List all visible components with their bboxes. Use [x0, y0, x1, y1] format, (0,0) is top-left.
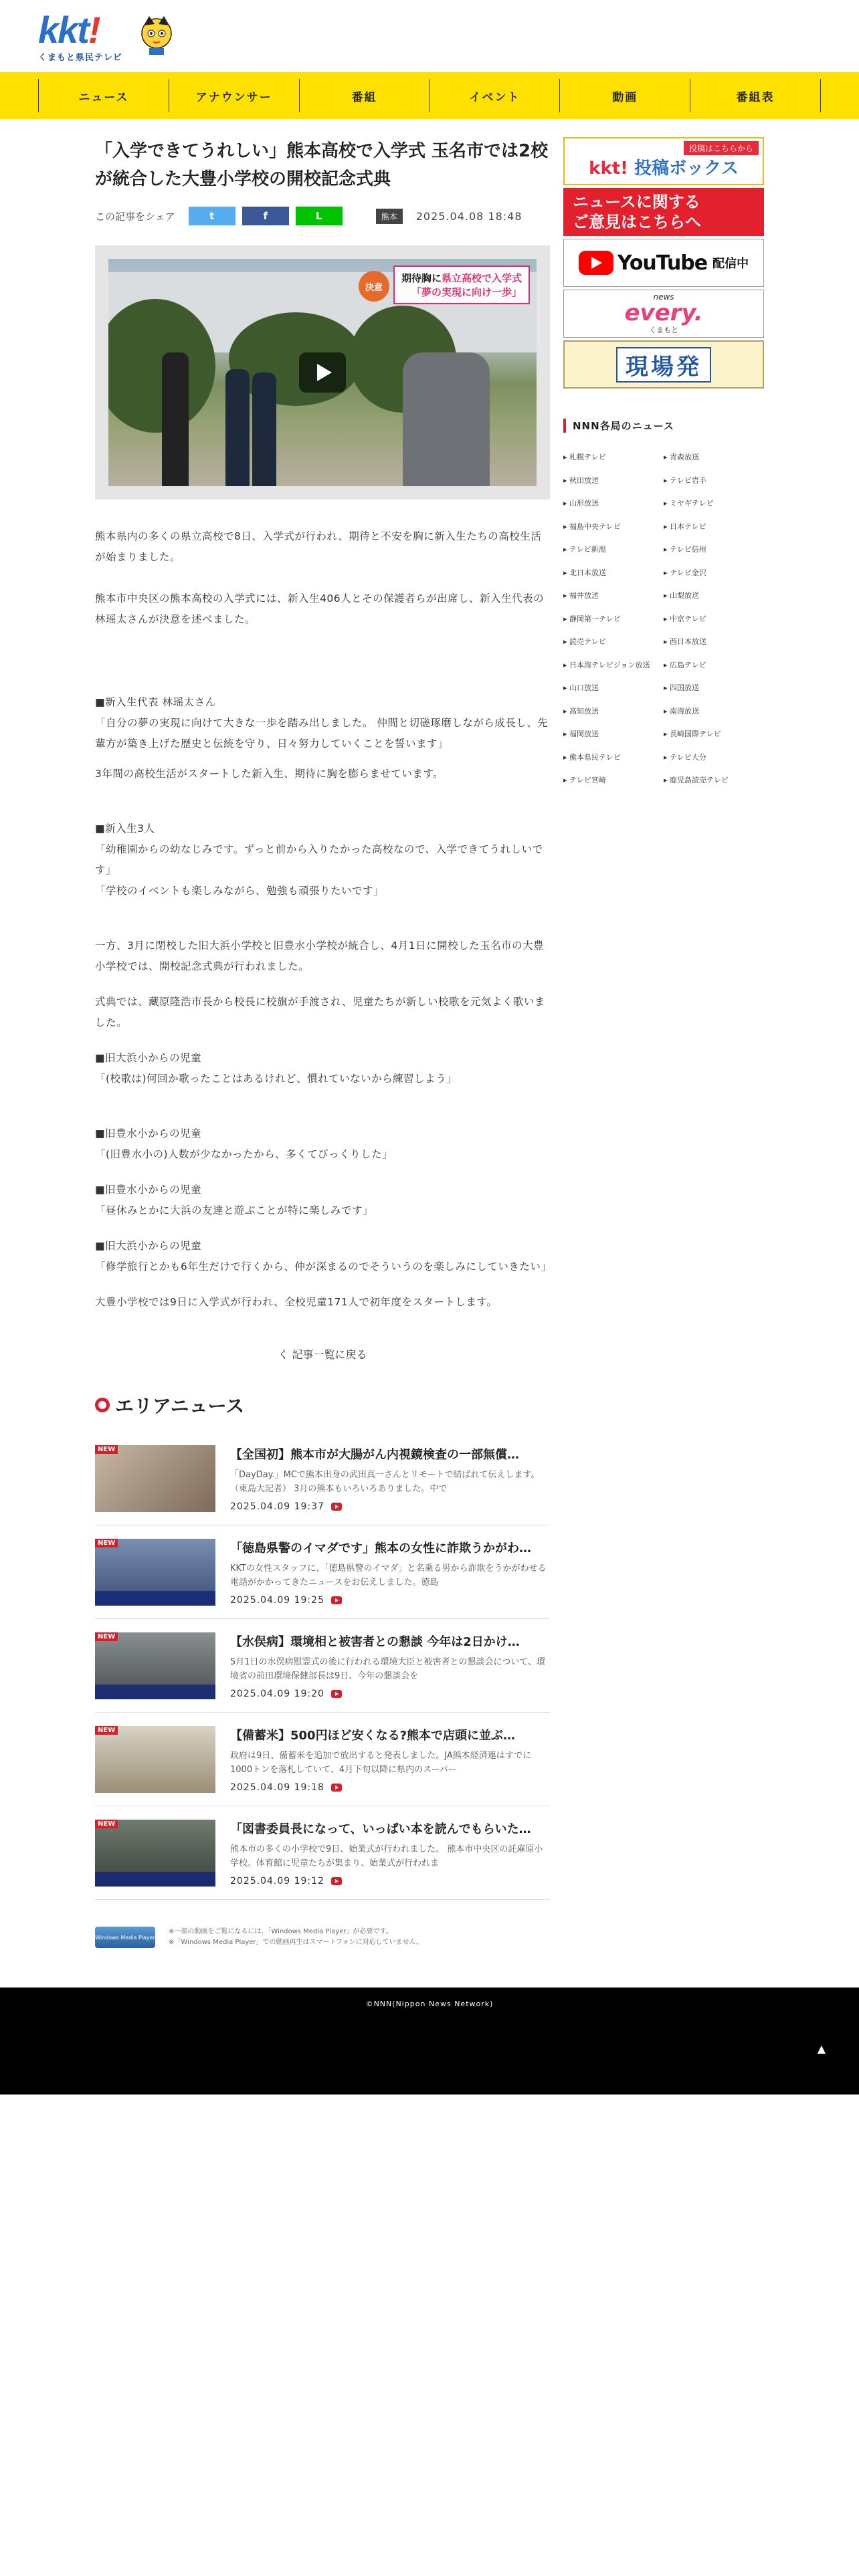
nnn-station-link[interactable]: ▸ 秋田放送	[563, 475, 664, 486]
nnn-station-link[interactable]: ▸ テレビ岩手	[664, 475, 764, 486]
submission-box-banner[interactable]: 投稿はこちらから kkt! 投稿ボックス	[563, 137, 764, 185]
news-title[interactable]: 【全国初】熊本市が大腸がん内視鏡検査の一部無償…	[230, 1448, 519, 1462]
copyright: ©NNN(Nippon News Network)	[365, 2000, 494, 2008]
nnn-station-link[interactable]: ▸ テレビ大分	[664, 752, 764, 762]
nnn-station-link[interactable]: ▸ 鹿児島読売テレビ	[664, 774, 764, 785]
nnn-station-link[interactable]: ▸ ミヤギテレビ	[664, 498, 764, 508]
paragraph: 式典では、藏原隆浩市長から校長に校旗が手渡され、児童たちが新しい校歌を元気よく歌いました。	[95, 996, 545, 1029]
news-desc: 熊本市の多くの小学校で9日、始業式が行われました。 熊本市中央区の託麻原小学校。体育館に児童たちが集まり、始業式が行われま	[230, 1844, 543, 1868]
news-item[interactable]	[95, 1713, 550, 1806]
nnn-station-link[interactable]: ▸ テレビ金沢	[664, 567, 764, 578]
feedback-banner[interactable]: ニュースに関する ご意見はこちらへ	[563, 188, 764, 236]
news-date: 2025.04.09 19:37	[230, 1501, 550, 1512]
paragraph	[95, 651, 550, 671]
share-line-button[interactable]	[296, 207, 343, 225]
facebook-icon: f	[263, 210, 268, 222]
news-thumbnail[interactable]: NEW	[95, 1726, 215, 1793]
nnn-station-link[interactable]: ▸ 福島中央テレビ	[563, 521, 664, 532]
nnn-station-link[interactable]: ▸ 高知放送	[563, 706, 664, 716]
photographer-figure	[403, 352, 490, 486]
caption-badge: 決意	[359, 271, 389, 302]
nnn-station-link[interactable]: ▸ テレビ新潟	[563, 544, 664, 554]
nnn-station-link[interactable]: ▸ 四国放送	[664, 682, 764, 693]
site-header	[0, 0, 859, 72]
news-title[interactable]: 【水俣病】環境相と被害者との懇談 今年は2日かけ…	[230, 1635, 520, 1649]
back-to-top-button[interactable]: ▲	[817, 2042, 826, 2055]
paragraph: ■旧豊水小からの児童 「(旧豊水小の)人数が少なかったから、多くてびっくりした」	[95, 1128, 393, 1160]
share-label: この記事をシェア	[95, 210, 175, 223]
wmp-note-2: ※「Windows Media Player」での動画再生はスマートフォンに対応していません。	[169, 1939, 423, 1946]
logo-subtitle: くまもと県民テレビ	[38, 53, 122, 63]
share-facebook-button[interactable]	[242, 207, 289, 225]
video-caption: 期待胸に県立高校で入学式 「夢の実現に向け一歩」	[393, 265, 530, 304]
news-date: 2025.04.09 19:12	[230, 1876, 550, 1887]
nnn-station-link[interactable]: ▸ 西日本放送	[664, 636, 764, 647]
news-thumbnail[interactable]: NEW	[95, 1632, 215, 1699]
paragraph	[95, 901, 550, 922]
line-icon: L	[315, 210, 322, 222]
nnn-station-link[interactable]: ▸ 山形放送	[563, 498, 664, 508]
nnn-station-link[interactable]: ▸ テレビ宮崎	[563, 774, 664, 785]
share-twitter-button[interactable]	[189, 207, 235, 225]
nav-programs[interactable]: 番組	[299, 79, 430, 112]
student-figure	[252, 372, 276, 486]
nnn-station-link[interactable]: ▸ 長崎国際テレビ	[664, 728, 764, 739]
paragraph: ■新入生3人 「幼稚園からの幼なじみです。ずっと前から入りたかった高校なので、入学できてうれしいです」 「学校のイベントも楽しみながら、勉強も頑張りたいです」	[95, 823, 543, 897]
video-player[interactable]	[95, 245, 550, 500]
youtube-icon	[579, 251, 613, 275]
play-icon[interactable]	[299, 352, 346, 393]
video-icon	[331, 1784, 342, 1792]
paragraph: ■旧大浜小からの児童 「(校歌は)何回か歌ったことはあるけれど、慣れていないから練習しよう」	[95, 1052, 458, 1085]
nav-events[interactable]: イベント	[429, 79, 559, 112]
news-date: 2025.04.09 19:20	[230, 1689, 550, 1699]
news-title[interactable]: 【備蓄米】500円ほど安くなる?熊本で店頭に並ぶ…	[230, 1729, 516, 1743]
nnn-station-link[interactable]: ▸ 日本海テレビジョン放送	[563, 659, 664, 670]
nnn-station-link[interactable]: ▸ 読売テレビ	[563, 636, 664, 647]
nnn-station-link[interactable]: ▸ テレビ信州	[664, 544, 764, 554]
paragraph: 大豊小学校では9日に入学式が行われ、全校児童171人で初年度をスタートします。	[95, 1296, 498, 1308]
site-footer	[0, 1988, 859, 2095]
article-main	[95, 137, 550, 1948]
article-date: 2025.04.08 18:48	[415, 209, 522, 223]
news-item[interactable]	[95, 1525, 550, 1619]
wmp-note-1: ※一部の動画をご覧になるには、「Windows Media Player」が必要です。	[169, 1928, 393, 1935]
nnn-station-link[interactable]: ▸ 中京テレビ	[664, 613, 764, 624]
news-thumbnail[interactable]: NEW	[95, 1820, 215, 1887]
nav-announcer[interactable]: アナウンサー	[169, 79, 299, 112]
news-item[interactable]	[95, 1432, 550, 1525]
article-body	[95, 526, 550, 1313]
video-icon	[331, 1690, 342, 1698]
video-icon	[331, 1877, 342, 1885]
nnn-station-link[interactable]: ▸ 広島テレビ	[664, 659, 764, 670]
twitter-icon: t	[209, 210, 215, 222]
article-title: 「入学できてうれしい」熊本高校で入学式 玉名市では2校が統合した大豊小学校の開校記念式典	[95, 141, 549, 189]
video-frame[interactable]	[108, 259, 537, 486]
nnn-station-link[interactable]: ▸ 福岡放送	[563, 728, 664, 739]
windows-media-player-logo[interactable]: Windows Media Player	[95, 1927, 155, 1948]
nav-news[interactable]: ニュース	[38, 79, 169, 112]
nnn-station-link[interactable]: ▸ 南海放送	[664, 706, 764, 716]
news-item[interactable]	[95, 1619, 550, 1713]
news-desc: 政府は9日、備蓄米を追加で放出すると発表しました。JA熊本経済連はすでに1000トンを落札していて、4月下旬以降に県内のスーパー	[230, 1751, 532, 1775]
paragraph: ■旧大浜小からの児童 「修学旅行とかも6年生だけで行くから、仲が深まるのでそういうのを楽しみにしていきたい」	[95, 1240, 552, 1273]
paragraph: ■旧豊水小からの児童 「昼休みとかに大浜の友達と遊ぶことが特に楽しみです」	[95, 1184, 374, 1216]
nav-schedule[interactable]: 番組表	[690, 79, 821, 112]
news-date: 2025.04.09 19:18	[230, 1782, 550, 1793]
nnn-station-link[interactable]: ▸ 熊本県民テレビ	[563, 752, 664, 762]
area-news-list	[95, 1432, 550, 1900]
nnn-station-link[interactable]: ▸ 山梨放送	[664, 590, 764, 601]
wmp-notice	[95, 1927, 550, 1948]
nnn-news-heading: NNN各局のニュース	[563, 419, 764, 433]
student-figure	[162, 352, 189, 486]
paragraph: 熊本県内の多くの県立高校で8日、入学式が行われ、期待と不安を胸に新入生たちの高校生活が始まりました。	[95, 530, 542, 563]
mascot-icon	[137, 13, 176, 55]
nnn-station-link[interactable]: ▸ 静岡第一テレビ	[563, 613, 664, 624]
news-thumbnail[interactable]: NEW	[95, 1445, 215, 1512]
student-figure	[225, 369, 250, 486]
paragraph	[95, 630, 550, 651]
news-title[interactable]: 「図書委員長になって、いっぱい本を読んでもらいた…	[230, 1822, 531, 1836]
back-to-list-link[interactable]: く 記事一覧に戻る	[278, 1348, 367, 1361]
news-title[interactable]: 「徳島県警のイマダです」熊本の女性に詐欺うかがわ…	[230, 1541, 531, 1555]
nav-videos[interactable]: 動画	[559, 79, 690, 112]
nnn-station-link[interactable]: ▸ 北日本放送	[563, 567, 664, 578]
video-icon	[331, 1503, 342, 1511]
circle-icon	[95, 1398, 110, 1412]
paragraph	[95, 1089, 550, 1110]
paragraph: 3年間の高校生活がスタートした新入生、期待に胸を膨らませています。	[95, 768, 444, 780]
nnn-station-link[interactable]: ▸ 福井放送	[563, 590, 664, 601]
news-desc: 5月1日の水俣病慰霊式の後に行われる環境大臣と被害者との懇談会について、環境省の前田環境保健部長は9日、今年の懇談会を	[230, 1657, 546, 1681]
nnn-station-link[interactable]: ▸ 日本テレビ	[664, 521, 764, 532]
news-item[interactable]	[95, 1806, 550, 1900]
youtube-banner[interactable]: YouTube 配信中	[563, 239, 764, 287]
banner-tag: 投稿はこちらから	[684, 141, 759, 155]
nnn-station-list	[563, 451, 764, 785]
news-desc: 「DayDay.」MCで熊本出身の武田真一さんとリモートで結ばれて伝えします。（東島大記者） 3月の熊本もいろいろありました。中で	[230, 1470, 540, 1494]
news-every-banner[interactable]: news every. くまもと	[563, 290, 764, 338]
genbahatsu-banner[interactable]: 現場発	[563, 340, 764, 389]
paragraph	[95, 784, 550, 805]
news-date: 2025.04.09 19:25	[230, 1595, 550, 1606]
paragraph: 一方、3月に閉校した旧大浜小学校と旧豊水小学校が統合し、4月1日に開校した玉名市の大豊小学校では、開校記念式典が行われました。	[95, 940, 545, 972]
nnn-station-link[interactable]: ▸ 札幌テレビ	[563, 451, 664, 462]
news-thumbnail[interactable]: NEW	[95, 1539, 215, 1606]
logo-mark: kkt!	[38, 9, 100, 51]
paragraph: ■新入生代表 林瑶太さん 「自分の夢の実現に向けて大きな一歩を踏み出しました。 仲間と切磋琢磨しながら成長し、先輩方が築き上げた歴史と伝統を守り、日々努力していくことを誓います」	[95, 696, 549, 750]
video-icon	[331, 1596, 342, 1604]
news-desc: KKTの女性スタッフに、「徳島県警のイマダ」と名乗る男から詐欺をうかがわせる電話がかかってきたニュースをお伝えしました。徳島	[230, 1564, 547, 1588]
area-news-heading: エリアニュース	[95, 1392, 550, 1418]
nnn-station-link[interactable]: ▸ 山口放送	[563, 682, 664, 693]
paragraph: 熊本市中央区の熊本高校の入学式には、新入生406人とその保護者らが出席し、新入生代表の林瑶太さんが決意を述べました。	[95, 593, 545, 625]
global-nav	[0, 72, 859, 119]
sidebar	[563, 137, 764, 785]
paragraph	[95, 568, 550, 588]
share-row	[95, 207, 550, 225]
nnn-station-link[interactable]: ▸ 青森放送	[664, 451, 764, 462]
area-tag[interactable]: 熊本	[376, 209, 403, 224]
